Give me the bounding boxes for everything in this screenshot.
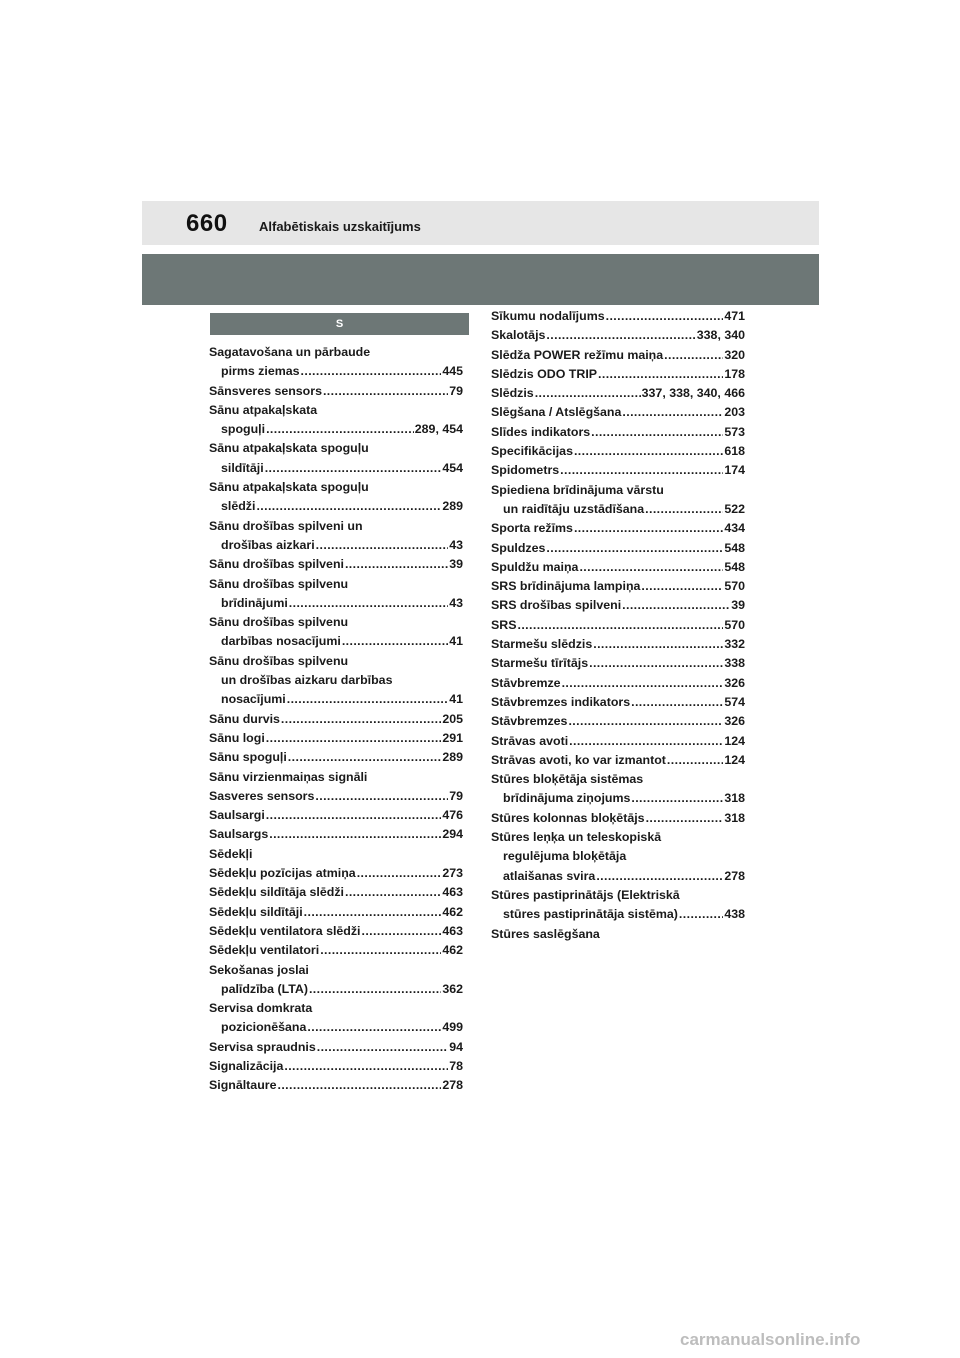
index-entry-text: Sānu drošības spilvenu xyxy=(209,615,349,630)
index-entry xyxy=(209,497,463,516)
index-entry-page: 548 xyxy=(724,540,745,555)
index-entry xyxy=(209,594,463,613)
index-entry xyxy=(491,654,745,673)
index-entry-page: 476 xyxy=(442,808,463,823)
index-entry-page: 273 xyxy=(442,866,463,881)
dot-leader xyxy=(598,365,723,384)
index-entry xyxy=(491,596,745,615)
dot-leader xyxy=(304,903,442,922)
dot-leader xyxy=(342,632,448,651)
index-entry xyxy=(491,809,745,828)
index-entry xyxy=(491,326,745,345)
index-entry-text: pirms ziemas xyxy=(221,364,300,379)
dot-leader xyxy=(307,1018,441,1037)
index-entry-page: 618 xyxy=(724,444,745,459)
index-entry-text: Sagatavošana un pārbaude xyxy=(209,345,371,359)
index-entry xyxy=(209,536,463,555)
dot-leader xyxy=(569,732,723,751)
dot-leader xyxy=(323,382,448,401)
index-entry-page: 278 xyxy=(442,1078,463,1093)
index-entry-page: 338, 340 xyxy=(696,328,745,343)
index-entry xyxy=(209,729,463,748)
dot-leader xyxy=(315,787,448,806)
index-entry-text: sildītāji xyxy=(221,460,264,475)
index-entry-text: Sānu durvis xyxy=(209,711,280,726)
index-entry-text: SRS xyxy=(491,617,517,632)
index-entry xyxy=(209,1018,463,1037)
index-entry-text: Signalizācija xyxy=(209,1058,284,1073)
index-entry-text: Sēdekļi xyxy=(209,846,253,861)
index-entry xyxy=(209,922,463,941)
index-entry xyxy=(209,555,463,574)
index-entry xyxy=(209,999,463,1018)
dot-leader xyxy=(266,420,414,439)
index-entry xyxy=(209,632,463,651)
dot-leader xyxy=(345,883,441,902)
index-entry xyxy=(209,1038,463,1057)
index-entry-page: 570 xyxy=(724,579,745,594)
index-entry-text: Slēdzis ODO TRIP xyxy=(491,366,598,381)
index-entry xyxy=(491,423,745,442)
section-letter-bar xyxy=(210,313,469,335)
dot-leader xyxy=(317,1038,448,1057)
index-entry-text: Saulsargs xyxy=(209,827,269,842)
index-entry xyxy=(491,674,745,693)
dot-leader xyxy=(645,500,723,519)
index-entry-page: 462 xyxy=(442,943,463,958)
dot-leader xyxy=(277,1076,441,1095)
index-entry xyxy=(491,905,745,924)
index-entry-page: 94 xyxy=(449,1039,463,1054)
index-entry-page: 338 xyxy=(724,656,745,671)
dot-leader xyxy=(266,806,442,825)
dot-leader xyxy=(596,867,723,886)
index-entry-page: 471 xyxy=(724,309,745,323)
index-entry-page: 548 xyxy=(724,559,745,574)
dot-leader xyxy=(606,307,724,326)
dot-leader xyxy=(631,789,723,808)
index-entry-page: 318 xyxy=(724,810,745,825)
index-entry xyxy=(209,575,463,594)
index-entry-page: 289, 454 xyxy=(414,422,463,437)
index-entry-text: brīdinājuma ziņojums xyxy=(503,791,631,806)
index-entry xyxy=(491,346,745,365)
index-entry-text: Sānsveres sensors xyxy=(209,383,322,398)
index-entry-page: 463 xyxy=(442,885,463,900)
index-entry-text: un drošības aizkaru darbības xyxy=(221,673,393,688)
index-entry-page: 291 xyxy=(442,730,463,745)
index-entry-text: palīdzība (LTA) xyxy=(221,981,308,996)
index-entry xyxy=(209,343,463,362)
index-entry-text: stūres pastiprinātāja sistēma) xyxy=(503,907,678,922)
watermark: carmanualsonline.info xyxy=(680,1330,861,1349)
index-entry xyxy=(491,693,745,712)
index-entry-text: Sēdekļu pozīcijas atmiņa xyxy=(209,866,356,881)
index-entry-page: 39 xyxy=(449,557,463,572)
index-entry-text: Servisa spraudnis xyxy=(209,1039,316,1054)
index-entry-page: 39 xyxy=(731,598,745,613)
index-entry xyxy=(209,710,463,729)
dot-leader xyxy=(664,346,723,365)
index-entry-text: Sānu logi xyxy=(209,730,265,745)
index-entry xyxy=(491,828,745,847)
index-entry-text: brīdinājumi xyxy=(221,595,288,610)
dot-leader xyxy=(546,539,723,558)
index-entry xyxy=(209,517,463,536)
index-entry xyxy=(209,478,463,497)
index-entry-text: Sporta režīms xyxy=(491,521,573,536)
index-entry-page: 318 xyxy=(724,791,745,806)
dot-leader xyxy=(574,519,723,538)
dot-leader xyxy=(667,751,723,770)
dot-leader xyxy=(357,864,442,883)
index-entry-page: 362 xyxy=(442,981,463,996)
index-entry xyxy=(209,1076,463,1095)
index-entry xyxy=(491,867,745,886)
index-entry-page: 124 xyxy=(724,733,745,748)
index-entry xyxy=(209,980,463,999)
index-entry xyxy=(491,539,745,558)
index-entry-page: 445 xyxy=(442,364,463,379)
index-entry-text: Sānu virzienmaiņas signāli xyxy=(209,769,368,784)
index-entry-page: 41 xyxy=(449,634,463,649)
index-entry xyxy=(491,925,745,944)
dot-leader xyxy=(288,748,442,767)
index-entry-page: 43 xyxy=(449,595,463,610)
index-entry-page: 337, 338, 340, 466 xyxy=(641,386,745,401)
index-entry-text: Stūres pastiprinātājs (Elektriskā xyxy=(491,887,680,902)
index-entry xyxy=(491,461,745,480)
dot-leader xyxy=(301,362,442,381)
index-entry-text: Sānu atpakaļskata spoguļu xyxy=(209,480,369,495)
index-entry xyxy=(209,382,463,401)
index-entry xyxy=(209,883,463,902)
dot-leader xyxy=(535,384,641,403)
page-number: 660 xyxy=(186,210,228,237)
dot-leader xyxy=(593,635,723,654)
index-entry xyxy=(491,577,745,596)
index-entry-text: Specifikācijas xyxy=(491,444,573,459)
dot-leader xyxy=(579,558,723,577)
index-entry xyxy=(209,420,463,439)
dot-leader xyxy=(568,712,723,731)
dot-leader xyxy=(287,690,448,709)
index-entry-page: 78 xyxy=(449,1058,463,1073)
index-entry-text: Stūres leņķa un teleskopiskā xyxy=(491,830,662,845)
index-entry-text: Sēdekļu sildītāji xyxy=(209,904,303,919)
index-entry-text: darbības nosacījumi xyxy=(221,634,341,649)
dot-leader xyxy=(589,654,723,673)
index-entry-page: 332 xyxy=(724,637,745,652)
dot-leader xyxy=(289,594,448,613)
dot-leader xyxy=(631,693,723,712)
index-entry-page: 438 xyxy=(724,907,745,922)
dot-leader xyxy=(591,423,723,442)
index-entry xyxy=(491,886,745,905)
index-entry-text: Slēgšana / Atslēgšana xyxy=(491,405,622,420)
index-entry xyxy=(209,748,463,767)
dot-leader xyxy=(679,905,723,924)
index-entry xyxy=(491,712,745,731)
index-entry xyxy=(209,401,463,420)
index-entry xyxy=(209,362,463,381)
index-entry-text: Slīdes indikators xyxy=(491,424,591,439)
index-entry-text: Saulsargi xyxy=(209,808,265,823)
index-entry xyxy=(209,806,463,825)
index-entry-text: Sasveres sensors xyxy=(209,788,315,803)
dot-leader xyxy=(562,674,724,693)
index-entry xyxy=(209,941,463,960)
index-entry xyxy=(209,903,463,922)
index-entry-text: Sānu drošības spilveni xyxy=(209,557,344,572)
index-entry-text: SRS drošības spilveni xyxy=(491,598,622,613)
index-entry-text: spoguļi xyxy=(221,422,266,437)
section-letter: S xyxy=(335,318,344,330)
index-entry xyxy=(209,787,463,806)
index-entry-text: pozicionēšana xyxy=(221,1020,307,1035)
index-entry-text: Spuldžu maiņa xyxy=(491,559,579,574)
index-entry-text: Sānu atpakaļskata xyxy=(209,402,318,417)
index-entry-text: drošības aizkari xyxy=(221,537,315,552)
index-entry-page: 43 xyxy=(449,537,463,552)
index-entry-page: 278 xyxy=(724,868,745,883)
index-entry-text: Spidometrs xyxy=(491,463,560,478)
index-entry-text: Strāvas avoti, ko var izmantot xyxy=(491,752,666,767)
dot-leader xyxy=(622,596,730,615)
index-entry-text: nosacījumi xyxy=(221,692,286,707)
dot-leader xyxy=(546,326,695,345)
dot-leader xyxy=(316,536,449,555)
index-entry xyxy=(209,825,463,844)
index-entry-text: Stūres saslēgšana xyxy=(491,926,600,941)
index-entry-text: Spuldzes xyxy=(491,540,546,555)
index-entry xyxy=(491,500,745,519)
index-entry xyxy=(491,403,745,422)
dot-leader xyxy=(265,459,442,478)
index-entry-page: 462 xyxy=(442,904,463,919)
index-entry-text: Strāvas avoti xyxy=(491,733,569,748)
index-column-left xyxy=(209,343,463,1096)
index-entry xyxy=(491,635,745,654)
page-title: Alfabētiskais uzskaitījums xyxy=(259,219,421,234)
index-entry-text: Sēdekļu ventilatori xyxy=(209,943,320,958)
index-entry xyxy=(491,789,745,808)
index-entry-text: Stāvbremze xyxy=(491,675,561,690)
index-entry xyxy=(209,690,463,709)
index-entry xyxy=(209,768,463,787)
index-entry xyxy=(491,481,745,500)
index-entry-page: 124 xyxy=(724,752,745,767)
dot-leader xyxy=(269,825,441,844)
index-entry xyxy=(209,671,463,690)
index-entry-text: Sekošanas joslai xyxy=(209,962,309,977)
index-entry-text: slēdži xyxy=(221,499,256,514)
index-entry-page: 174 xyxy=(724,463,745,478)
dot-leader xyxy=(641,577,723,596)
index-entry-page: 570 xyxy=(724,617,745,632)
index-entry xyxy=(491,384,745,403)
header-band xyxy=(142,201,819,245)
index-entry-text: Stāvbremzes xyxy=(491,714,568,729)
index-entry-page: 79 xyxy=(449,788,463,803)
index-entry-text: Slēdzis xyxy=(491,386,534,401)
index-entry-text: Signāltaure xyxy=(209,1078,277,1093)
index-entry xyxy=(491,519,745,538)
dot-leader xyxy=(309,980,441,999)
header-dark-band xyxy=(142,254,819,305)
index-entry-text: Servisa domkrata xyxy=(209,1001,313,1016)
index-entry-text: Sānu spoguļi xyxy=(209,750,287,765)
index-entry xyxy=(209,652,463,671)
index-entry xyxy=(491,770,745,789)
index-entry xyxy=(491,732,745,751)
index-entry-page: 326 xyxy=(724,675,745,690)
index-entry-text: Sīkumu nodalījums xyxy=(491,309,605,323)
index-entry xyxy=(209,439,463,458)
index-entry-page: 294 xyxy=(442,827,463,842)
index-entry-page: 463 xyxy=(442,923,463,938)
index-entry xyxy=(491,847,745,866)
index-entry xyxy=(209,613,463,632)
index-entry-text: atlaišanas svira xyxy=(503,868,596,883)
index-entry-page: 574 xyxy=(724,694,745,709)
index-entry-page: 522 xyxy=(724,501,745,516)
index-entry-text: Sānu atpakaļskata spoguļu xyxy=(209,441,369,456)
dot-leader xyxy=(320,941,441,960)
index-entry-text: Sēdekļu ventilatora slēdži xyxy=(209,923,361,938)
index-entry-text: Stūres kolonnas bloķētājs xyxy=(491,810,645,825)
index-entry-page: 289 xyxy=(442,499,463,514)
index-entry-page: 41 xyxy=(449,692,463,707)
index-entry xyxy=(491,751,745,770)
dot-leader xyxy=(517,616,723,635)
index-entry xyxy=(209,864,463,883)
dot-leader xyxy=(266,729,442,748)
index-entry-text: Stāvbremzes indikators xyxy=(491,694,631,709)
index-entry-page: 326 xyxy=(724,714,745,729)
index-entry-text: Spiediena brīdinājuma vārstu xyxy=(491,482,664,497)
index-entry-text: Starmešu slēdzis xyxy=(491,637,593,652)
index-entry-text: Slēdža POWER režīmu maiņa xyxy=(491,347,664,362)
index-entry-page: 320 xyxy=(724,347,745,362)
index-entry xyxy=(491,558,745,577)
dot-leader xyxy=(256,497,441,516)
index-entry-text: Stūres bloķētāja sistēmas xyxy=(491,772,644,787)
dot-leader xyxy=(362,922,442,941)
index-entry-text: Sānu drošības spilvenu xyxy=(209,653,349,668)
index-entry xyxy=(209,961,463,980)
dot-leader xyxy=(345,555,448,574)
index-entry-page: 289 xyxy=(442,750,463,765)
index-entry-page: 454 xyxy=(442,460,463,475)
index-entry-text: Sānu drošības spilveni un xyxy=(209,518,363,533)
index-entry-text: un raidītāju uzstādīšana xyxy=(503,501,645,516)
index-entry-page: 573 xyxy=(724,424,745,439)
index-entry xyxy=(209,845,463,864)
index-entry-page: 205 xyxy=(442,711,463,726)
index-entry xyxy=(209,1057,463,1076)
index-entry-text: SRS brīdinājuma lampiņa xyxy=(491,579,641,594)
dot-leader xyxy=(622,403,723,422)
index-entry-text: regulējuma bloķētāja xyxy=(503,849,627,864)
dot-leader xyxy=(284,1057,448,1076)
dot-leader xyxy=(281,710,441,729)
index-entry xyxy=(491,442,745,461)
index-entry-page: 203 xyxy=(724,405,745,420)
dot-leader xyxy=(646,809,724,828)
index-entry xyxy=(491,307,745,326)
index-entry-text: Sānu drošības spilvenu xyxy=(209,576,349,591)
index-entry xyxy=(209,459,463,478)
index-entry xyxy=(491,365,745,384)
index-entry-page: 79 xyxy=(449,383,463,398)
index-column-right xyxy=(491,307,745,944)
index-entry-page: 434 xyxy=(724,521,745,536)
index-entry-page: 178 xyxy=(724,366,745,381)
dot-leader xyxy=(560,461,723,480)
index-entry-page: 499 xyxy=(442,1020,463,1035)
dot-leader xyxy=(574,442,723,461)
index-entry-text: Starmešu tīrītājs xyxy=(491,656,589,671)
index-entry xyxy=(491,616,745,635)
index-entry-text: Sēdekļu sildītāja slēdži xyxy=(209,885,344,900)
index-entry-text: Skalotājs xyxy=(491,328,546,343)
